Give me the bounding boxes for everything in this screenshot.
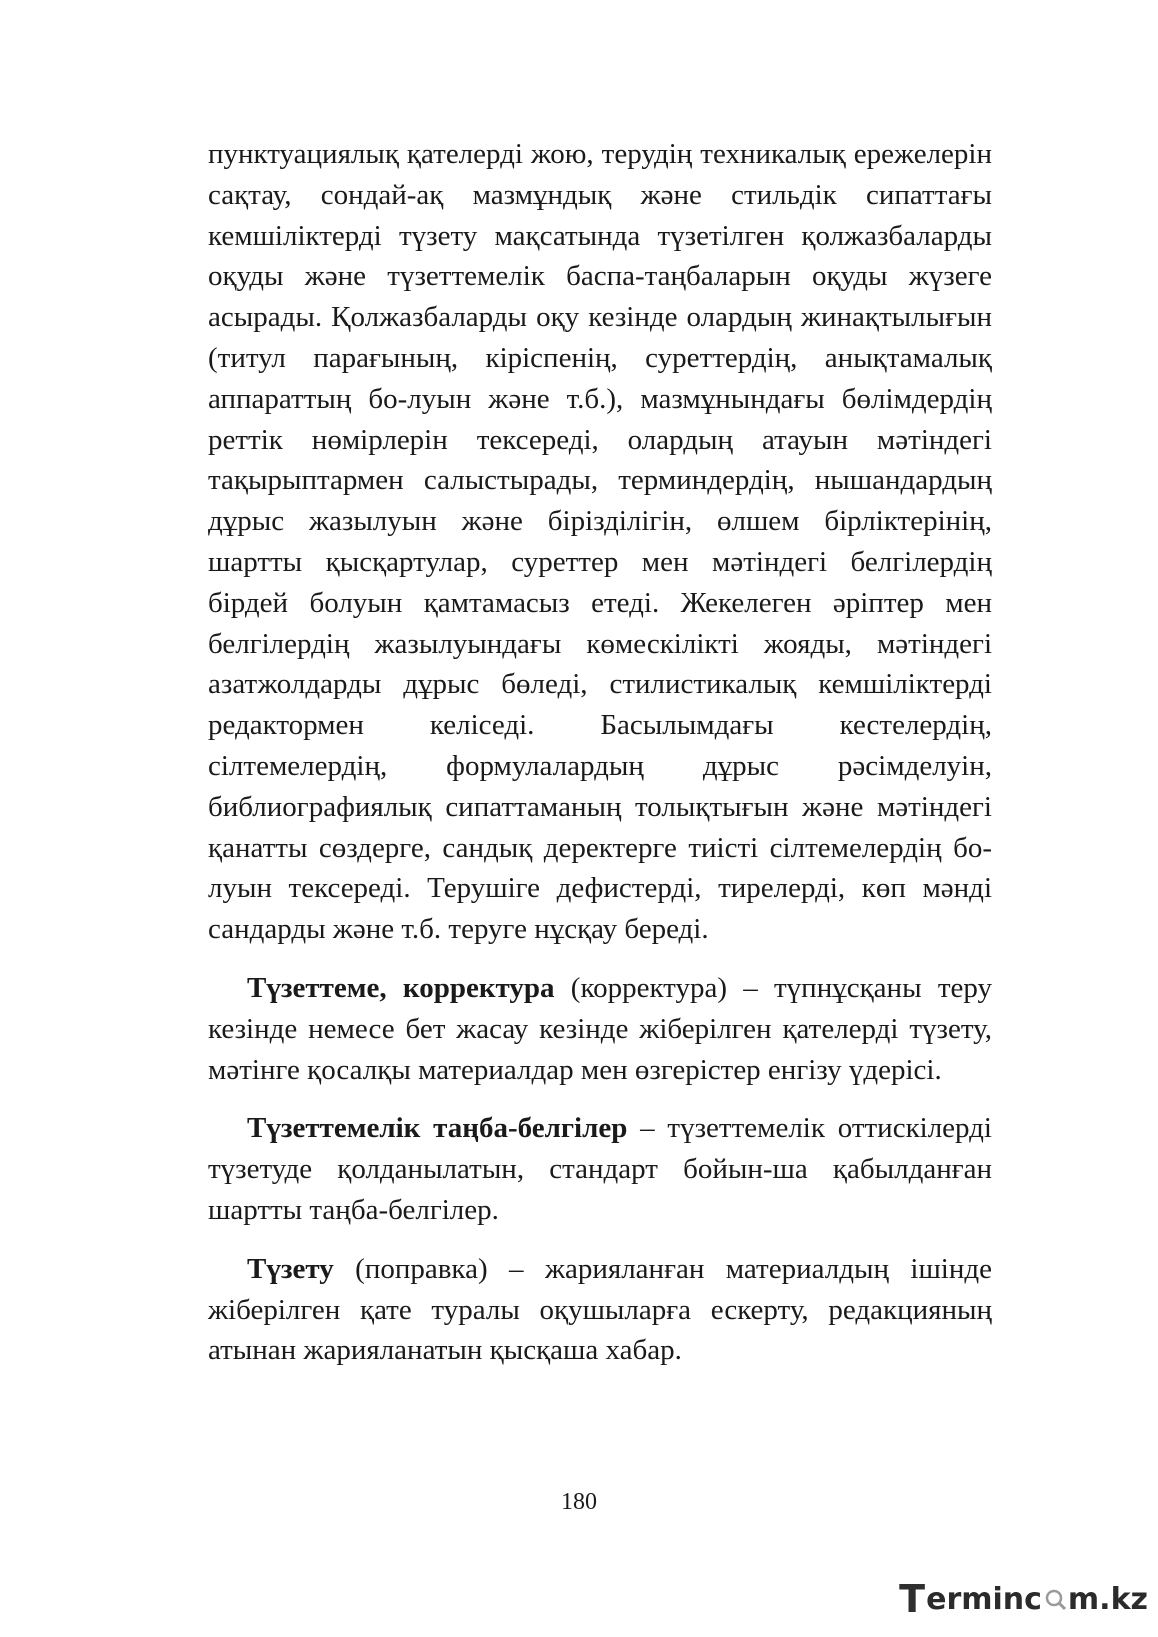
paragraph-continuation: пунктуациялық қателерді жою, терудің техникалық ережелерін сақтау, сондай-ақ мазмұндық және стильдік сипаттағы кемшіліктерді түзету мақсатында түзетілген қолжазбаларды оқуды және түзеттемелік баспа-таңбаларын оқуды жүзеге асырады. Қолжазбаларды оқу кезінде олардың жинақтылығын (титул парағының, кіріспенің, суреттердің, анықтамалық аппараттың бо-луын және т.б.), мазмұнындағы бөлімдердің реттік нөмірлерін тексереді, олардың атауын мәтіндегі тақырыптармен салыстырады, терминдердің, нышандардың дұрыс жазылуын және біріздiлiгiн, өлшем бірліктерінің, шартты қысқартулар, суреттер мен мәтіндегі белгілердің бірдей болуын қамтамасыз етеді. Жекелеген әріптер мен белгілердің жазылуындағы көмескілікті жояды, мәтіндегі азатжолдарды дұрыс бөледі, стилистикалық кемшіліктерді редактормен келіседі. Басылымдағы кестелердің, сілтемелердің, формулалардың дұрыс рәсімделуін, библиографиялық сипаттаманың толықтығын және мәтіндегі қанатты сөздерге, сандық деректерге тиісті сілтемелердің бо-луын тексереді. Терушіге дефистерді, тирелерді, көп мәнді сандарды және т.б. теруге нұсқау береді. <box>208 138 992 946</box>
page-number: 180 <box>561 1489 597 1515</box>
magnifier-o-icon <box>1044 1588 1066 1610</box>
watermark-logo <box>899 1577 1148 1621</box>
term-tanba-belgiler: Түзеттемелік таңба-белгілер <box>247 1112 628 1145</box>
definition-text-tuzetu: (поправка) – жарияланған материалдың ішінде жіберілген қате туралы оқушыларға ескерту, редакцияның атынан жарияланатын қысқаша хабар. <box>208 1252 992 1367</box>
term-tuzetu: Түзету <box>247 1252 334 1285</box>
definition-korrektura <box>208 968 992 1090</box>
definition-tuzetu <box>208 1249 992 1371</box>
watermark-letter-t: T <box>899 1577 926 1621</box>
definition-text-korrektura: (корректура) – түпнұсқаны теру кезінде немесе бет жасау кезінде жіберілген қателерді түзету, мәтінге қосалқы материалдар мен өзгерістер енгізу үдерісі. <box>208 971 992 1086</box>
watermark-text-part1: erminc <box>926 1581 1042 1617</box>
page-body <box>208 134 992 1371</box>
definition-text-tanba-belgiler: – түзеттемелік оттискілерді түзетуде қолданылатын, стандарт бойын-ша қабылданған шартты таңба-белгілер. <box>208 1112 992 1226</box>
term-korrektura: Түзеттеме, корректура <box>247 971 555 1004</box>
watermark-text-part2: m.kz <box>1067 1581 1148 1617</box>
definition-tanba-belgiler <box>208 1108 992 1230</box>
